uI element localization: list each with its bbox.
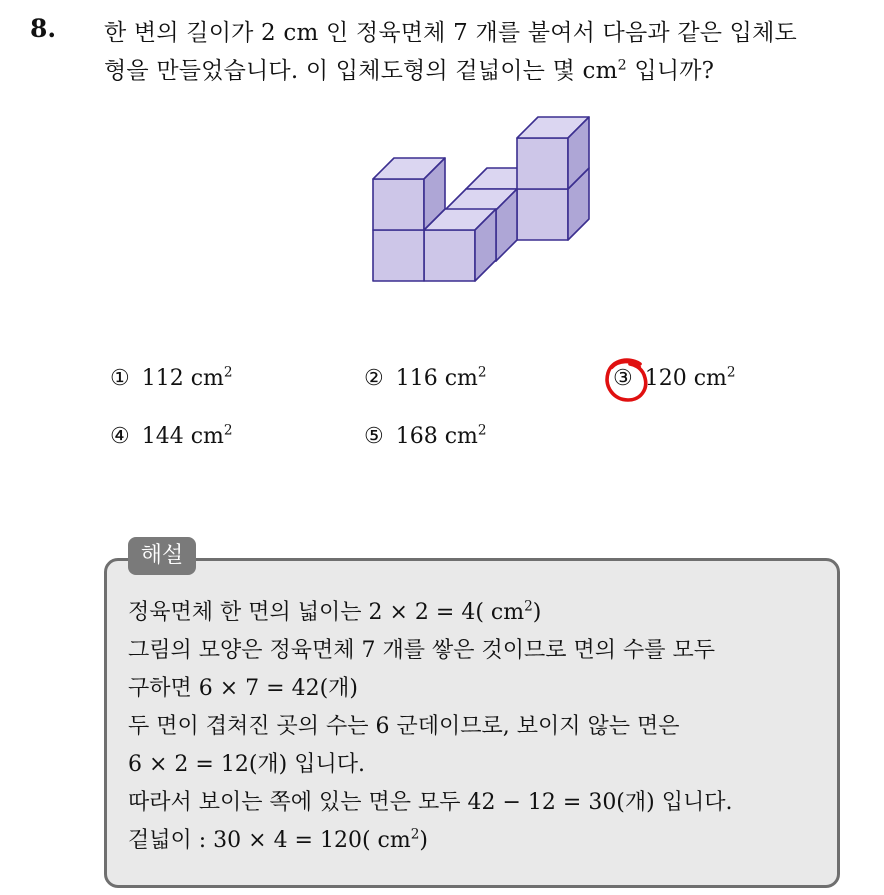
solution-line-7-superscript: 2 bbox=[410, 826, 420, 843]
cube-back-mid-top bbox=[466, 168, 538, 189]
cube-front-right-front bbox=[424, 230, 475, 281]
choice-4-value: 144 cm bbox=[141, 424, 224, 449]
cube-left-bottom-front bbox=[373, 230, 424, 281]
choice-5-value: 168 cm bbox=[395, 424, 478, 449]
solution-line-1-end: ) bbox=[532, 600, 542, 625]
solution-line-4: 두 면이 겹쳐진 곳의 수는 6 군데이므로, 보이지 않는 면은 bbox=[128, 714, 680, 739]
solution-tag: 해설 bbox=[128, 537, 196, 575]
question-text-line2-end: 입니까? bbox=[626, 58, 715, 84]
cube-mid-front-front bbox=[445, 210, 496, 261]
choice-3-number: ③ bbox=[613, 366, 633, 391]
cube-mid-front bbox=[445, 189, 517, 261]
solution-line-7-text: 겉넓이 : 30 × 4 = 120( cm bbox=[128, 828, 411, 853]
cube-right-bottom-front bbox=[517, 189, 568, 240]
solution-line-1-text: 정육면체 한 면의 넓이는 2 × 2 = 4( cm bbox=[128, 600, 525, 625]
choice-3-superscript: 2 bbox=[726, 364, 736, 381]
cube-front-right bbox=[424, 209, 496, 281]
solution-line-3: 구하면 6 × 7 = 42(개) bbox=[128, 676, 358, 701]
question-unit-superscript: 2 bbox=[617, 57, 627, 74]
choice-5-superscript: 2 bbox=[477, 422, 487, 439]
choice-2-value: 116 cm bbox=[395, 366, 478, 391]
choice-2-superscript: 2 bbox=[477, 364, 487, 381]
choice-2[interactable] bbox=[364, 366, 487, 391]
solution-line-7-end: ) bbox=[419, 828, 429, 853]
cube-right-top bbox=[517, 117, 589, 189]
cube-back-mid bbox=[466, 168, 538, 240]
cube-left-top-front bbox=[373, 179, 424, 230]
solution-line-1-superscript: 2 bbox=[524, 598, 533, 615]
cube-right-top-side bbox=[568, 117, 589, 189]
choice-5[interactable] bbox=[364, 424, 487, 449]
solution-line-6: 따라서 보이는 쪽에 있는 면은 모두 42 − 12 = 30(개) 입니다. bbox=[128, 790, 733, 815]
choice-1-number: ① bbox=[110, 366, 130, 391]
solution-line-1 bbox=[128, 595, 541, 626]
choice-3-value: 120 cm bbox=[644, 366, 727, 391]
question-number: 8. bbox=[30, 14, 57, 43]
cube-front-right-top bbox=[424, 209, 496, 230]
cube-mid-front-top bbox=[445, 189, 517, 210]
choice-4-superscript: 2 bbox=[223, 422, 233, 439]
cube-mid-front-side bbox=[496, 189, 517, 261]
solution-line-7 bbox=[128, 823, 428, 854]
cube-right-top-front bbox=[517, 138, 568, 189]
choice-5-number: ⑤ bbox=[364, 424, 384, 449]
cube-left-top-side bbox=[424, 158, 445, 230]
question-text-line1: 한 변의 길이가 2 cm 인 정육면체 7 개를 붙여서 다음과 같은 입체도 bbox=[104, 20, 797, 46]
question-text-line2 bbox=[104, 52, 714, 85]
cube-back-mid-front bbox=[466, 189, 517, 240]
solution-line-2: 그림의 모양은 정육면체 7 개를 쌓은 것이므로 면의 수를 모두 bbox=[128, 638, 715, 663]
solution-line-5: 6 × 2 = 12(개) 입니다. bbox=[128, 752, 365, 777]
cube-right-bottom-side bbox=[568, 168, 589, 240]
choice-1-value: 112 cm bbox=[141, 366, 224, 391]
cube-front-right-side bbox=[475, 209, 496, 281]
cube-left-top bbox=[373, 158, 445, 230]
cube-left-top-top bbox=[373, 158, 445, 179]
choice-4[interactable] bbox=[110, 424, 233, 449]
cube-right-bottom bbox=[517, 168, 589, 240]
choice-1[interactable] bbox=[110, 366, 233, 391]
choice-1-superscript: 2 bbox=[223, 364, 233, 381]
cube-left-bottom bbox=[373, 230, 424, 281]
choice-4-number: ④ bbox=[110, 424, 130, 449]
cube-right-top-top bbox=[517, 117, 589, 138]
choice-3[interactable] bbox=[613, 366, 736, 391]
question-text-line2-main: 형을 만들었습니다. 이 입체도형의 겉넓이는 몇 cm bbox=[104, 58, 618, 84]
choice-2-number: ② bbox=[364, 366, 384, 391]
